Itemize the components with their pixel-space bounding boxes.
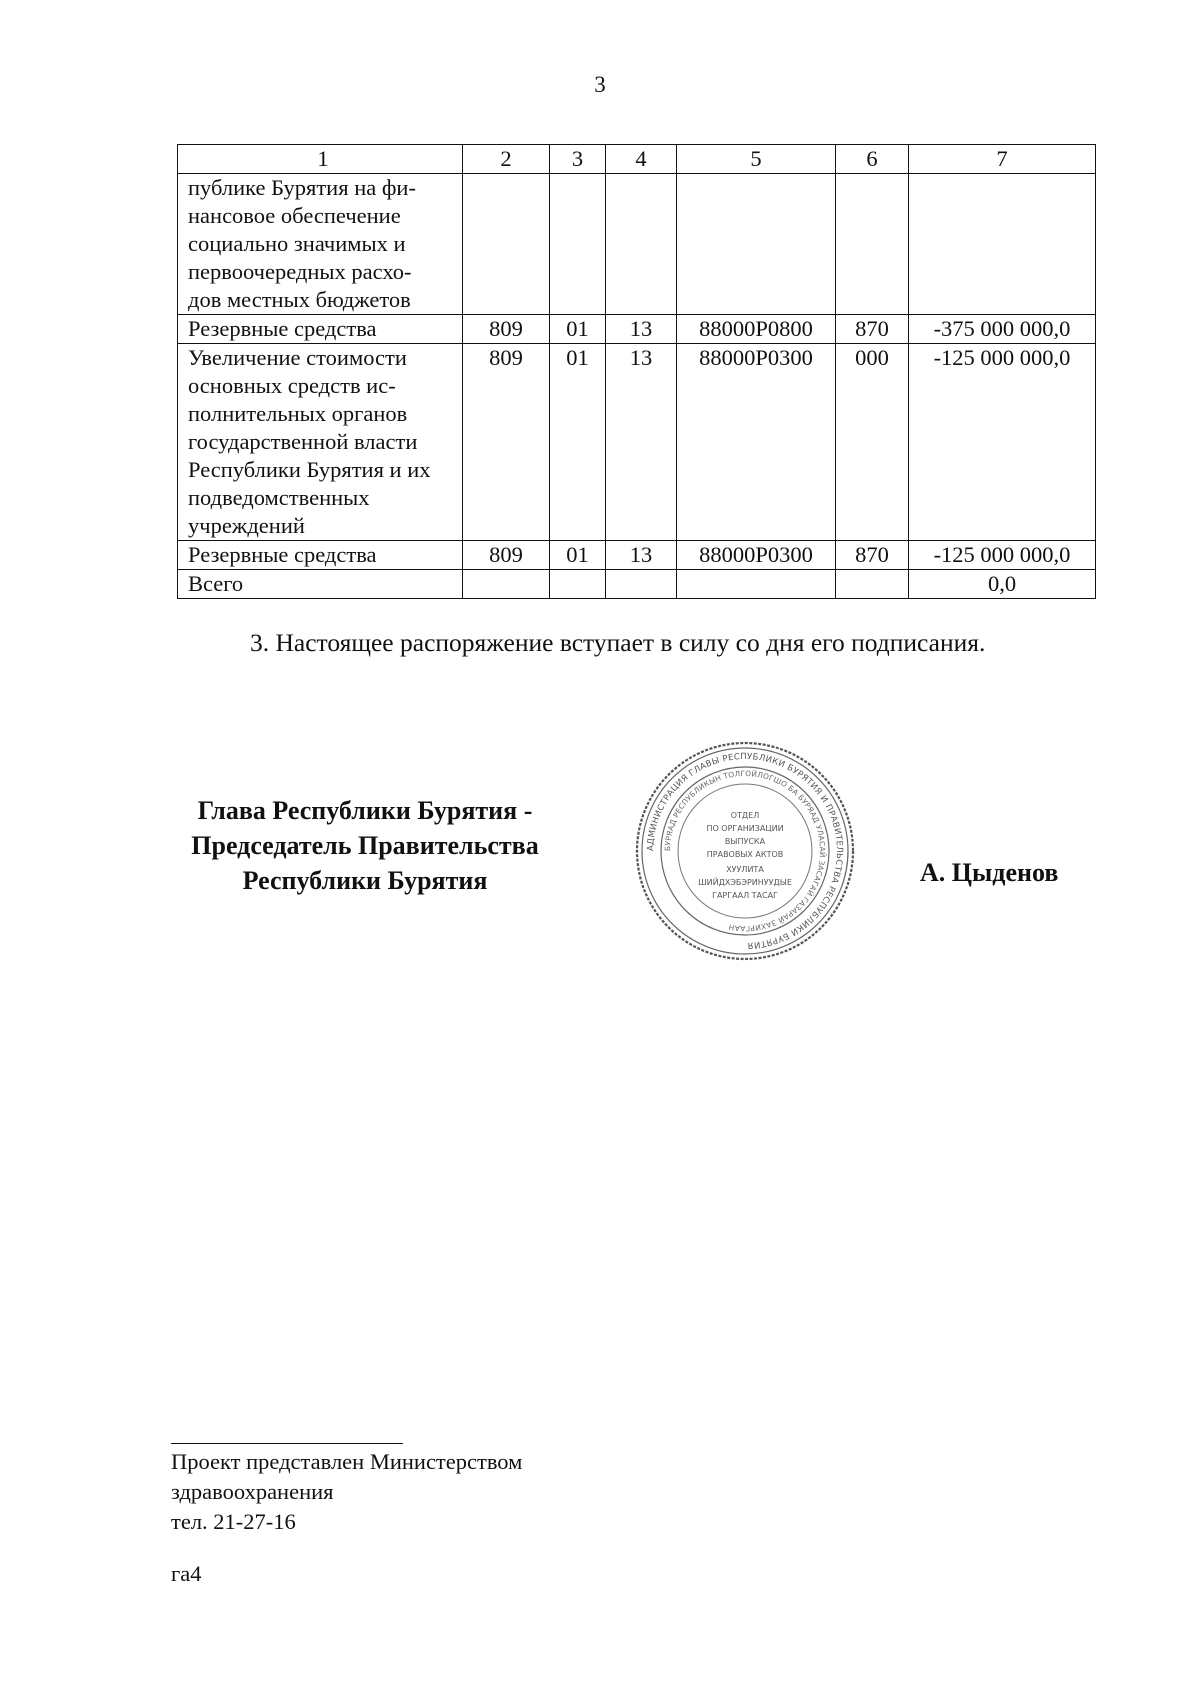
table-cell-col5: 5 [677, 145, 836, 174]
table-cell-col6: 000 [836, 344, 909, 541]
table-cell-col7: 7 [909, 145, 1096, 174]
table-cell-col4: 13 [606, 541, 677, 570]
signatory-title [160, 793, 570, 898]
table-cell-col1: Резервные средства [178, 541, 463, 570]
seal-line-6: ШИЙДХЭБЭРИНУУДЫЕ [698, 878, 792, 887]
table-cell-col2: 809 [463, 344, 550, 541]
table-row [178, 541, 1096, 570]
table-cell-col6: 6 [836, 145, 909, 174]
document-code: га4 [171, 1561, 202, 1586]
table-row [178, 315, 1096, 344]
seal-line-7: ГАРГААЛ ТАСАГ [712, 891, 778, 900]
table-cell-col1: Резервные средства [178, 315, 463, 344]
table-cell-col5: 88000P0300 [677, 541, 836, 570]
footnote-line-1: Проект представлен Министерством [171, 1449, 523, 1474]
table-cell-col1: Увеличение стоимости основных средств ис- полнительных органов государственной власти Республики Бурятия и их подведомственных учреждений [178, 344, 463, 541]
seal-line-4: ПРАВОВЫХ АКТОВ [706, 850, 784, 859]
table-cell-col1: публике Бурятия на фи- нансовое обеспечение социально значимых и первоочередных расхо- дов местных бюджетов [178, 174, 463, 315]
table-cell-col4: 4 [606, 145, 677, 174]
table-cell-col6 [836, 174, 909, 315]
table-cell-col2 [463, 570, 550, 599]
table-cell-col3: 01 [550, 315, 606, 344]
signatory-line-1: Глава Республики Бурятия - [197, 796, 533, 825]
table-cell-col7: -125 000 000,0 [909, 344, 1096, 541]
table-cell-col6 [836, 570, 909, 599]
table-header-row [178, 145, 1096, 174]
footnote-divider [171, 1443, 403, 1444]
budget-table [177, 144, 1096, 599]
table-row [178, 174, 1096, 315]
table-cell-col3: 3 [550, 145, 606, 174]
seal-line-2: ПО ОРГАНИЗАЦИИ [706, 824, 784, 833]
table-cell-col7: -125 000 000,0 [909, 541, 1096, 570]
table-cell-col7: 0,0 [909, 570, 1096, 599]
table-cell-col2: 809 [463, 315, 550, 344]
seal-ring-outer-text: АДМИНИСТРАЦИЯ ГЛАВЫ РЕСПУБЛИКИ БУРЯТИЯ И ПРАВИТЕЛЬСТВА РЕСПУБЛИКИ БУРЯТИЯ [645, 751, 845, 951]
page-number: 3 [594, 72, 606, 97]
signer-name: А. Цыденов [920, 858, 1059, 887]
table-cell-col3: 01 [550, 344, 606, 541]
table-cell-col2 [463, 174, 550, 315]
table-cell-col3: 01 [550, 541, 606, 570]
table-cell-col4 [606, 570, 677, 599]
table-cell-col4 [606, 174, 677, 315]
table-cell-col7: -375 000 000,0 [909, 315, 1096, 344]
table-cell-col1: 1 [178, 145, 463, 174]
table-cell-col6: 870 [836, 315, 909, 344]
table-cell-col2: 809 [463, 541, 550, 570]
table-row [178, 344, 1096, 541]
seal-line-3: ВЫПУСКА [724, 837, 766, 846]
table-cell-col5 [677, 174, 836, 315]
table-cell-col3 [550, 174, 606, 315]
clause-3: 3. Настоящее распоряжение вступает в силу со дня его подписания. [250, 628, 986, 657]
official-seal [634, 740, 856, 962]
signatory-line-3: Республики Бурятия [242, 866, 488, 895]
table-cell-col1: Всего [178, 570, 463, 599]
table-row [178, 570, 1096, 599]
footnote [171, 1447, 522, 1537]
table-cell-col5 [677, 570, 836, 599]
table-cell-col4: 13 [606, 315, 677, 344]
table-cell-col6: 870 [836, 541, 909, 570]
footnote-line-3: тел. 21-27-16 [171, 1509, 296, 1534]
budget-table-body [178, 145, 1096, 599]
seal-line-1: ОТДЕЛ [730, 811, 760, 820]
table-cell-col2: 2 [463, 145, 550, 174]
table-cell-col7 [909, 174, 1096, 315]
seal-ring-inner-text: БУРЯАД РЕСПУБЛИКЫН ТОЛГОЙЛОГШО БА БУРЯАД УЛАСАЙ ЗАСАГАЙ ГАЗАРАЙ ЗАХИРГААН [662, 768, 828, 934]
table-cell-col5: 88000P0800 [677, 315, 836, 344]
table-cell-col3 [550, 570, 606, 599]
table-cell-col5: 88000P0300 [677, 344, 836, 541]
signatory-line-2: Председатель Правительства [191, 831, 539, 860]
footnote-line-2: здравоохранения [171, 1479, 334, 1504]
table-cell-col4: 13 [606, 344, 677, 541]
seal-line-5: ХУУЛИТА [726, 865, 764, 874]
